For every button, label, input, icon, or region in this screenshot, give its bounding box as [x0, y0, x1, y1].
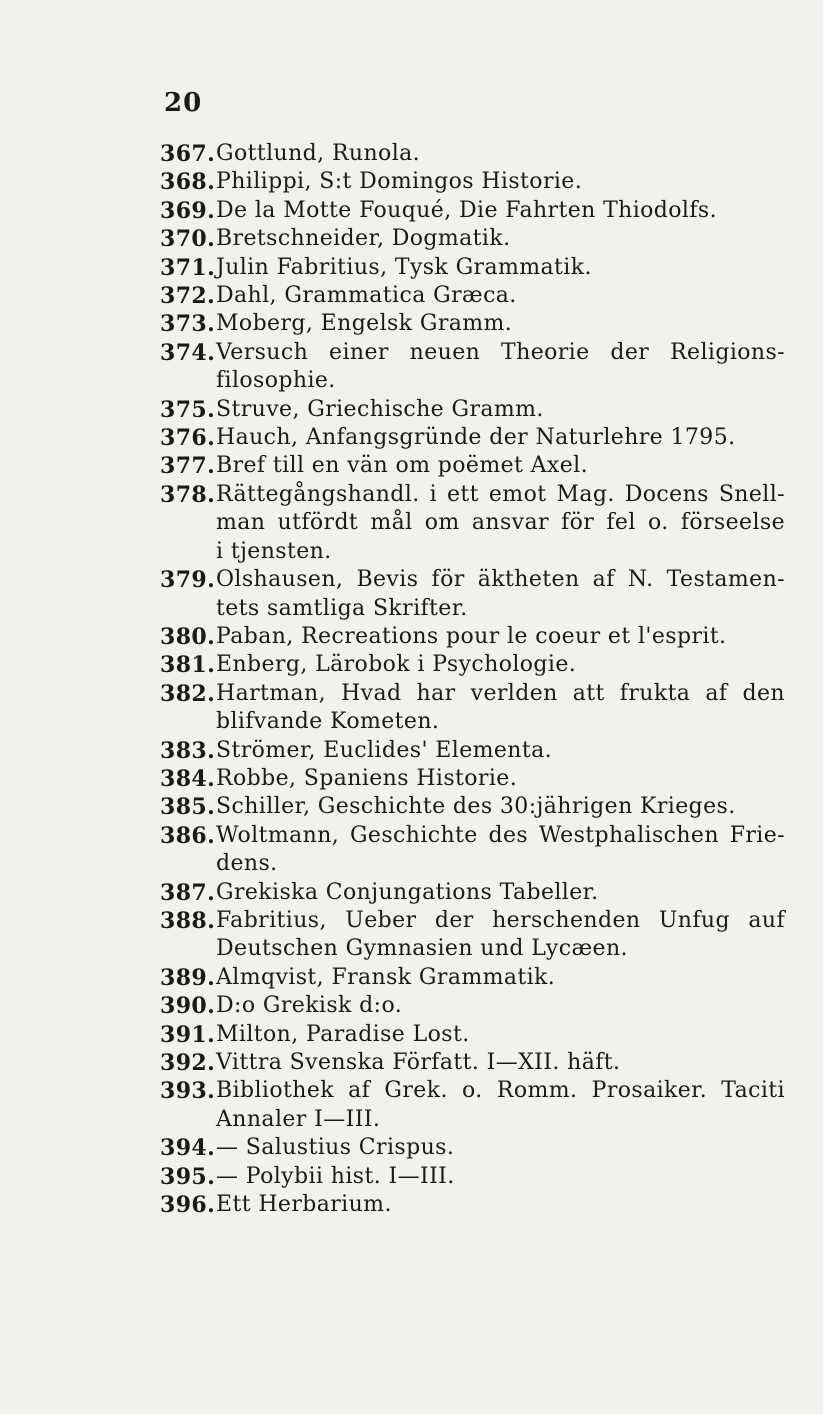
catalogue-entry	[160, 339, 785, 396]
catalogue-entry	[160, 651, 785, 679]
catalogue-entry	[160, 680, 785, 737]
entry-number: 388.	[160, 907, 216, 934]
entry-number: 375.	[160, 396, 216, 423]
entry-line: Woltmann, Geschichte des Westphalischen Frie-	[216, 822, 785, 848]
entry-text	[216, 992, 785, 1020]
entry-text	[216, 765, 785, 793]
entry-number: 385.	[160, 794, 216, 821]
entry-line: Milton, Paradise Lost.	[216, 1021, 470, 1047]
entry-number: 394.	[160, 1135, 216, 1162]
entry-number: 382.	[160, 680, 216, 707]
catalogue-entry	[160, 481, 785, 566]
entry-text	[216, 452, 785, 480]
entry-number: 389.	[160, 964, 216, 991]
entry-text	[216, 282, 785, 310]
catalogue-entry	[160, 964, 785, 992]
catalogue-list	[160, 140, 785, 1219]
entry-text	[216, 680, 785, 737]
entry-line: Bretschneider, Dogmatik.	[216, 226, 511, 252]
entry-number: 368.	[160, 169, 216, 196]
entry-text	[216, 424, 785, 452]
catalogue-entry	[160, 1077, 785, 1134]
entry-number: 383.	[160, 737, 216, 764]
entry-line: i tjensten.	[216, 538, 332, 564]
entry-line: Robbe, Spaniens Historie.	[216, 765, 518, 791]
entry-number: 371.	[160, 254, 216, 281]
catalogue-entry	[160, 879, 785, 907]
entry-number: 372.	[160, 283, 216, 310]
catalogue-entry	[160, 992, 785, 1020]
entry-number: 391.	[160, 1021, 216, 1048]
catalogue-entry	[160, 566, 785, 623]
entry-text	[216, 1077, 785, 1134]
catalogue-entry	[160, 907, 785, 964]
entry-text	[216, 651, 785, 679]
catalogue-entry	[160, 1191, 785, 1219]
entry-line: Julin Fabritius, Tysk Grammatik.	[216, 254, 592, 280]
entry-line: blifvande Kometen.	[216, 709, 440, 735]
entry-text	[216, 168, 785, 196]
catalogue-entry	[160, 424, 785, 452]
entry-number: 384.	[160, 765, 216, 792]
entry-line: tets samtliga Skrifter.	[216, 595, 468, 621]
entry-line: filosophie.	[216, 368, 336, 394]
entry-line: Philippi, S:t Domingos Historie.	[216, 169, 583, 195]
catalogue-entry	[160, 822, 785, 879]
entry-text	[216, 225, 785, 253]
entry-text	[216, 1021, 785, 1049]
catalogue-entry	[160, 140, 785, 168]
entry-text	[216, 566, 785, 623]
entry-number: 378.	[160, 481, 216, 508]
entry-line: Versuch einer neuen Theorie der Religions-	[216, 339, 785, 365]
entry-line: man utfördt mål om ansvar för fel o. förseelse	[216, 510, 785, 536]
entry-text	[216, 310, 785, 338]
entry-number: 392.	[160, 1050, 216, 1076]
catalogue-entry	[160, 765, 785, 793]
entry-text	[216, 1049, 785, 1077]
catalogue-entry	[160, 1163, 785, 1191]
entry-line: Annaler I—III.	[216, 1106, 381, 1132]
entry-number: 374.	[160, 339, 216, 366]
catalogue-entry	[160, 1134, 785, 1162]
entry-number: 377.	[160, 453, 216, 480]
catalogue-entry	[160, 225, 785, 253]
page-number: 20	[164, 88, 203, 118]
entry-line: Bibliothek af Grek. o. Romm. Prosaiker. Taciti	[216, 1078, 785, 1104]
entry-line: Bref till en vän om poëmet Axel.	[216, 453, 588, 479]
entry-line: Grekiska Conjungations Tabeller.	[216, 879, 599, 905]
entry-line: Paban, Recreations pour le coeur et l'esprit.	[216, 623, 727, 649]
catalogue-entry	[160, 310, 785, 338]
entry-number: 390.	[160, 993, 216, 1020]
catalogue-entry	[160, 793, 785, 821]
entry-text	[216, 396, 785, 424]
entry-line: Strömer, Euclides' Elementa.	[216, 737, 553, 763]
catalogue-entry	[160, 1049, 785, 1077]
entry-line: Moberg, Engelsk Gramm.	[216, 311, 513, 337]
entry-line: Deutschen Gymnasien und Lycæen.	[216, 936, 628, 962]
entry-number: 367.	[160, 141, 216, 167]
entry-text	[216, 879, 785, 907]
entry-text	[216, 1163, 785, 1191]
entry-text	[216, 339, 785, 396]
catalogue-entry	[160, 1021, 785, 1049]
entry-number: 369.	[160, 197, 216, 224]
entry-line: De la Motte Fouqué, Die Fahrten Thiodolfs.	[216, 197, 717, 223]
entry-number: 381.	[160, 652, 216, 679]
entry-number: 379.	[160, 567, 216, 594]
entry-line: — Polybii hist. I—III.	[216, 1163, 455, 1189]
catalogue-entry	[160, 623, 785, 651]
entry-line: Hauch, Anfangsgründe der Naturlehre 1795.	[216, 425, 736, 451]
catalogue-entry	[160, 452, 785, 480]
entry-text	[216, 737, 785, 765]
entry-line: D:o Grekisk d:o.	[216, 993, 403, 1019]
entry-number: 395.	[160, 1163, 216, 1190]
entry-line: Enberg, Lärobok i Psychologie.	[216, 652, 577, 678]
entry-number: 386.	[160, 822, 216, 849]
entry-number: 387.	[160, 879, 216, 906]
catalogue-entry	[160, 197, 785, 225]
entry-line: Ett Herbarium.	[216, 1192, 392, 1218]
catalogue-entry	[160, 282, 785, 310]
entry-text	[216, 1134, 785, 1162]
entry-text	[216, 481, 785, 566]
entry-line: Gottlund, Runola.	[216, 141, 421, 166]
entry-line: Olshausen, Bevis för äktheten af N. Testamen-	[216, 567, 785, 593]
catalogue-entry	[160, 737, 785, 765]
entry-line: — Salustius Crispus.	[216, 1135, 455, 1161]
entry-line: Struve, Griechische Gramm.	[216, 396, 544, 422]
entry-text	[216, 822, 785, 879]
entry-text	[216, 623, 785, 651]
entry-number: 396.	[160, 1192, 216, 1219]
entry-number: 373.	[160, 311, 216, 338]
entry-number: 393.	[160, 1078, 216, 1105]
entry-text	[216, 793, 785, 821]
entry-line: Vittra Svenska Författ. I—XII. häft.	[216, 1050, 621, 1075]
entry-number: 376.	[160, 425, 216, 452]
catalogue-entry	[160, 168, 785, 196]
entry-number: 380.	[160, 623, 216, 650]
entry-text	[216, 907, 785, 964]
entry-text	[216, 197, 785, 225]
catalogue-entry	[160, 396, 785, 424]
entry-line: dens.	[216, 851, 278, 877]
entry-line: Hartman, Hvad har verlden att frukta af den	[216, 680, 785, 706]
entry-line: Dahl, Grammatica Græca.	[216, 283, 517, 309]
entry-text	[216, 1191, 785, 1219]
entry-line: Schiller, Geschichte des 30:jährigen Krieges.	[216, 794, 736, 820]
entry-line: Almqvist, Fransk Grammatik.	[216, 964, 556, 990]
entry-text	[216, 964, 785, 992]
entry-text	[216, 254, 785, 282]
entry-line: Rättegångshandl. i ett emot Mag. Docens Snell-	[216, 481, 785, 507]
entry-line: Fabritius, Ueber der herschenden Unfug auf	[216, 907, 785, 933]
entry-text	[216, 140, 785, 168]
entry-number: 370.	[160, 226, 216, 253]
catalogue-entry	[160, 254, 785, 282]
